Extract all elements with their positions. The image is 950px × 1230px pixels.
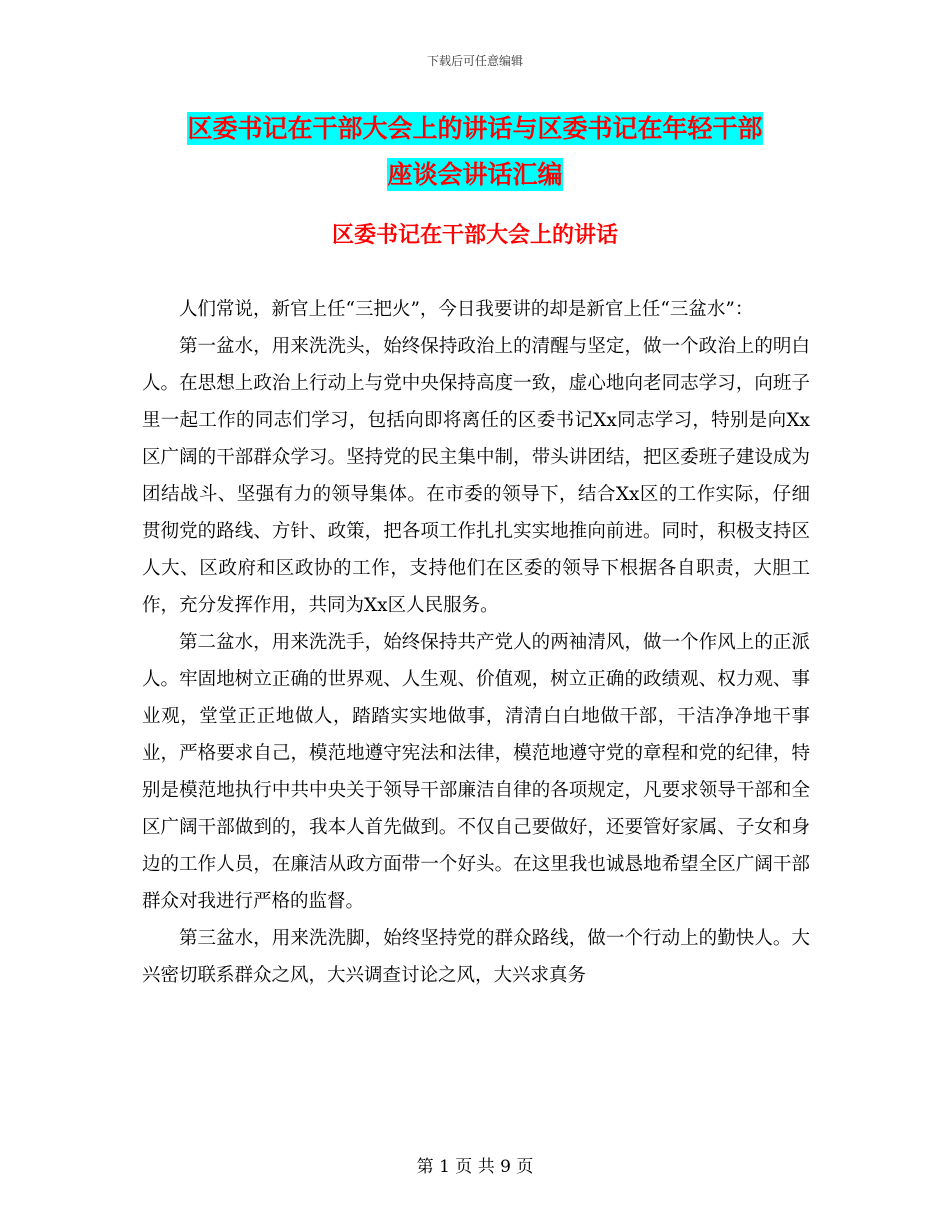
paragraph-first-basin: 第一盆水，用来洗洗头，始终保持政治上的清醒与坚定，做一个政治上的明白人。在思想上政治上行动上与党中央保持高度一致，虚心地向老同志学习，向班子里一起工作的同志们学习，包括向即将离任的区委书记Xx同志学习，特别是向Xx区广阔的干部群众学习。坚持党的民主集中制，带头讲团结，把区委班子建设成为团结战斗、坚强有力的领导集体。在市委的领导下，结合Xx区的工作实际，仔细贯彻党的路线、方针、政策，把各项工作扎扎实实地推向前进。同时，积极支持区人大、区政府和区政协的工作，支持他们在区委的领导下根据各自职责，大胆工作，充分发挥作用，共同为Xx区人民服务。 [142,336,810,616]
paragraph-second-basin: 第二盆水，用来洗洗手，始终保持共产党人的两袖清风，做一个作风上的正派人。牢固地树立正确的世界观、人生观、价值观，树立正确的政绩观、权力观、事业观，堂堂正正地做人，踏踏实实地做事，清清白白地做干部，干洁净净地干事业，严格要求自己，模范地遵守宪法和法律，模范地遵守党的章程和党的纪律，特别是模范地执行中共中央关于领导干部廉洁自律的各项规定，凡要求领导干部和全区广阔干部做到的，我本人首先做到。不仅自己要做好，还要管好家属、子女和身边的工作人员，在廉洁从政方面带一个好头。在这里我也诚恳地希望全区广阔干部群众对我进行严格的监督。 [142,632,810,912]
section-title: 区委书记在干部大会上的讲话 [331,222,618,248]
title-line-2 [0,152,950,198]
header-note: 下载后可任意编辑 [426,54,523,68]
title-line-1-text: 区委书记在干部大会上的讲话与区委书记在年轻干部 [187,114,763,143]
title-line-2-text: 座谈会讲话汇编 [387,160,563,189]
document-title [0,106,950,198]
page-footer: 第 1 页 共 9 页 [416,1157,534,1177]
paragraph-intro: 人们常说，新官上任“三把火”，今日我要讲的却是新官上任“三盆水”： [179,299,754,320]
title-line-1 [0,106,950,152]
body-text [142,291,810,994]
paragraph-third-basin: 第三盆水，用来洗洗脚，始终坚持党的群众路线，做一个行动上的勤快人。大兴密切联系群众之风，大兴调查讨论之风，大兴求真务 [142,928,810,986]
